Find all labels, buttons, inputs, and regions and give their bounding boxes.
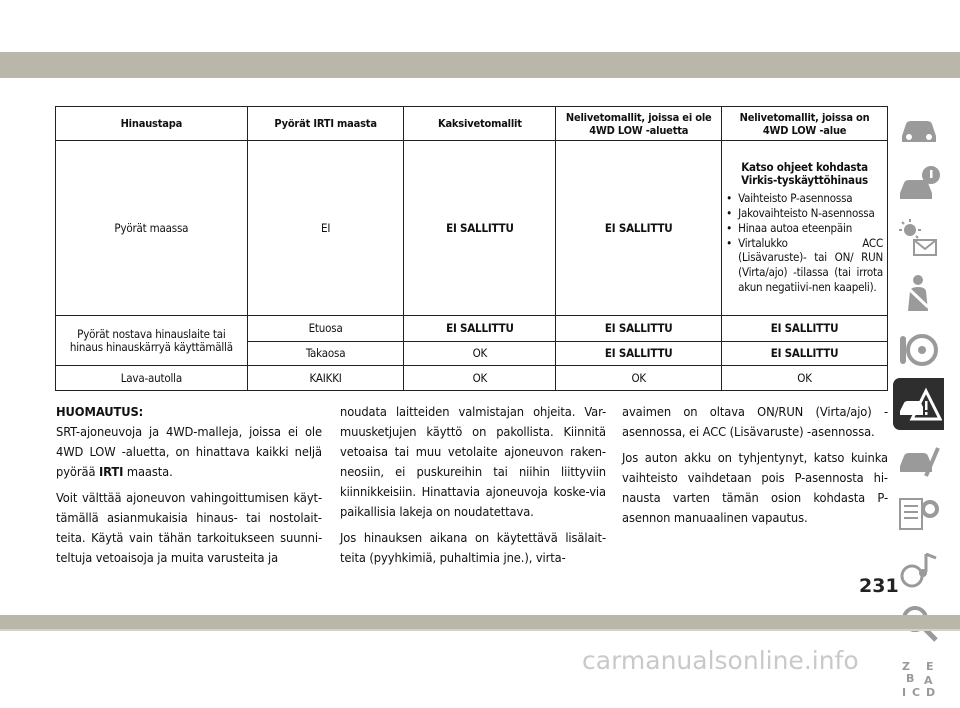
tab-emergencies[interactable]	[893, 378, 944, 430]
bottom-line	[0, 629, 960, 631]
tab-service[interactable]	[893, 433, 944, 485]
note-heading: HUOMAUTUS:	[56, 405, 144, 420]
tab-car-dashboard[interactable]	[893, 103, 944, 155]
alphabet-index-icon	[896, 656, 942, 702]
emphasis-irti: IRTI	[98, 465, 124, 480]
svg-text:B: B	[906, 672, 915, 685]
car-dashboard-icon	[896, 106, 942, 152]
tab-multimedia[interactable]	[893, 543, 944, 595]
cell-method: Pyörät nostava hinauslaite tai hinaus hinauskärryä käyttämällä	[56, 316, 248, 366]
car-wrench-icon	[896, 436, 942, 482]
towing-table	[55, 106, 888, 391]
cell-method: Lava-autolla	[56, 366, 248, 391]
list-item: • Virtalukko ACC (Lisävaruste)- tai ON/ RUN (Virta/ajo) -tilassa (tai irrota akun negatiivi-nen kaapeli).	[726, 236, 883, 295]
cell-2wd: EI SALLITTU	[404, 316, 556, 342]
svg-text:I: I	[902, 686, 907, 699]
header-method: Hinaustapa	[56, 107, 248, 141]
gear-list-icon	[896, 491, 942, 537]
text-column-3	[622, 403, 888, 535]
cell-wheels: Takaosa	[247, 342, 404, 366]
tab-driving[interactable]	[893, 323, 944, 375]
cell-2wd: OK	[404, 342, 556, 366]
svg-text:E: E	[926, 660, 934, 673]
header-4wd-low: Nelivetomallit, joissa on 4WD LOW -alue	[722, 107, 888, 141]
page-number: 231	[859, 575, 899, 597]
header-2wd: Kaksivetomallit	[404, 107, 556, 141]
car-info-icon	[896, 161, 942, 207]
table-row	[56, 316, 888, 342]
tab-car-info[interactable]	[893, 158, 944, 210]
notes-title: Katso ohjeet kohdasta Virkis-tyskäyttöhinaus	[741, 160, 868, 188]
svg-text:Z: Z	[902, 660, 910, 673]
cell-4wd-low-notes	[722, 141, 888, 316]
cell-4wd-low: EI SALLITTU	[722, 316, 888, 342]
cell-4wd-no-low: EI SALLITTU	[556, 141, 722, 316]
top-band	[0, 52, 960, 78]
tab-specifications[interactable]	[893, 488, 944, 540]
light-envelope-icon	[896, 216, 942, 262]
tab-lights-messages[interactable]	[893, 213, 944, 265]
hazard-triangle-icon	[896, 381, 942, 427]
table-row	[56, 366, 888, 391]
list-item: • Vaihteisto P-asennossa	[726, 191, 883, 206]
cell-wheels: KAIKKI	[247, 366, 404, 391]
seat-belt-icon	[896, 271, 942, 317]
cell-method: Pyörät maassa	[56, 141, 248, 316]
svg-text:D: D	[926, 686, 936, 699]
header-4wd-no-low: Nelivetomallit, joissa ei ole 4WD LOW -aluetta	[556, 107, 722, 141]
cell-4wd-no-low: EI SALLITTU	[556, 342, 722, 366]
cell-wheels: EI	[247, 141, 404, 316]
cell-4wd-no-low: EI SALLITTU	[556, 316, 722, 342]
music-map-icon	[896, 546, 942, 592]
tab-alphabetical-index[interactable]	[893, 653, 944, 705]
paragraph: Voit välttää ajoneuvon vahingoittumisen käyt-tämällä asianmukaisia hinaus- tai nostolait-teita. Käytä vain tähän tarkoitukseen suunni-teltuja vetoaisoja ja muita varusteita ja	[56, 491, 322, 566]
cell-4wd-no-low: OK	[556, 366, 722, 391]
table-row	[56, 141, 888, 316]
cell-2wd: OK	[404, 366, 556, 391]
text-column-2	[340, 403, 606, 575]
requirements-list	[726, 191, 883, 295]
note-paragraph: HUOMAUTUS: SRT-ajoneuvoja ja 4WD-malleja, joissa ei ole 4WD LOW -aluetta, on hinattava kaikki neljä pyörää IRTI maasta.	[56, 405, 322, 480]
paragraph: avaimen on oltava ON/RUN (Virta/ajo) -asennossa, ei ACC (Lisävaruste) -asennossa.	[622, 405, 888, 440]
svg-text:C: C	[912, 686, 921, 699]
list-item: • Jakovaihteisto N-asennossa	[726, 206, 883, 221]
bottom-band	[0, 615, 960, 629]
tab-safety[interactable]	[893, 268, 944, 320]
table-header-row	[56, 107, 888, 141]
text-column-1	[56, 403, 322, 575]
cell-4wd-low: OK	[722, 366, 888, 391]
paragraph: noudata laitteiden valmistajan ohjeita. Var-muusketjujen käyttö on pakollista. Kiinnitä vetoaisa tai muu vetolaite ajoneuvon raken-neosiin, ei puskureihin tai niihin liittyviin kiinnikkeisiin. Hinattavia ajoneuvoja koske-via paikallisia lakeja on noudatettava.	[340, 405, 606, 520]
cell-wheels: Etuosa	[247, 316, 404, 342]
svg-text:A: A	[924, 674, 933, 687]
steering-wheel-icon	[896, 326, 942, 372]
paragraph: Jos hinauksen aikana on käytettävä lisälait-teita (pyyhkimiä, puhaltimia jne.), virta-	[340, 531, 606, 566]
paragraph: Jos auton akku on tyhjentynyt, katso kuinka vaihteisto vaihdetaan pois P-asennosta hi-nausta varten tämän osion kohdasta P-asennon manuaalinen vapautus.	[622, 451, 888, 526]
list-item: • Hinaa autoa eteenpäin	[726, 221, 883, 236]
cell-2wd: EI SALLITTU	[404, 141, 556, 316]
watermark: carmanualsonline.info	[582, 646, 859, 675]
cell-4wd-low: EI SALLITTU	[722, 342, 888, 366]
header-wheels-off: Pyörät IRTI maasta	[247, 107, 404, 141]
